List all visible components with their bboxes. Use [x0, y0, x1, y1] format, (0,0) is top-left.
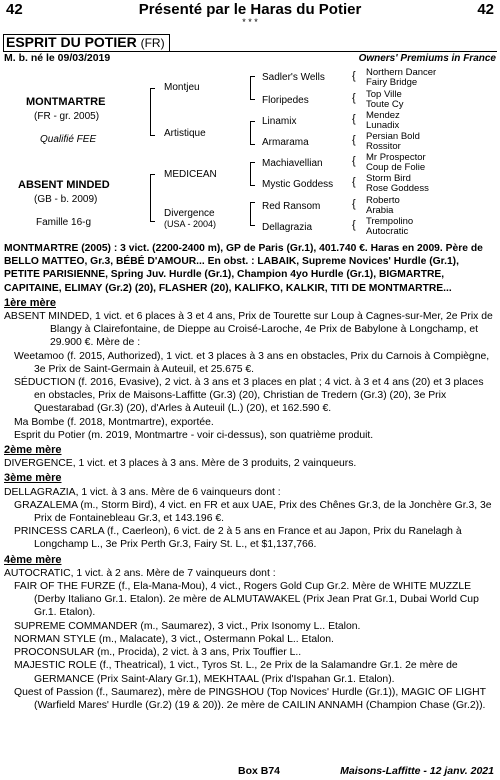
- section-first-dam: 1ère mère: [4, 296, 56, 309]
- produce-record: [4, 242, 496, 712]
- g4-name: Northern Dancer: [366, 67, 437, 78]
- owners-premium-note: Owners' Premiums in France: [358, 53, 496, 64]
- consignor-title: Présenté par le Haras du Potier: [138, 1, 362, 18]
- horse-country: (FR): [140, 36, 165, 50]
- produce-entry: FAIR OF THE FURZE (f., Ela-Mana-Mou), 4 vict., Rogers Gold Cup Gr.2. Mère de WHITE MUZZLE (Derby Italiano Gr.1. Etalon). 2e mère de ALMUTAWAKEL (Prix Jean Prat Gr.1, Dubai World Cup Gr.1. Etalon).: [14, 581, 479, 619]
- g4-name: Mr Prospector: [366, 152, 426, 163]
- g2-dam-dam-info: (USA - 2004): [164, 219, 217, 229]
- g3-name: Linamix: [262, 116, 297, 127]
- g3-name: Armarama: [262, 137, 309, 148]
- produce-entry: PRINCESS CARLA (f., Caerleon), 6 vict. de 2 à 5 ans en France et au Japon, Prix du Ranelagh à Longchamp L., 3e Prix Perth Gr.3, Fairy St. L., et $1,137,766.: [14, 526, 462, 551]
- g3-name: Floripedes: [262, 95, 309, 106]
- produce-entry: Ma Bombe (f. 2018, Montmartre), exportée.: [14, 416, 214, 428]
- produce-entry: Quest of Passion (f., Saumarez), mère de PINGSHOU (Top Novices' Hurdle (Gr.1)), MAGIC OF LIGHT (Warfield Mares' Hurdle (Gr.2) (19 & 20)). 2e mère de CAILIN ANNAMH (Champion Chase (Gr.2)).: [14, 686, 486, 711]
- bracket: {: [352, 70, 356, 82]
- box-number: Box B74: [238, 765, 281, 777]
- third-dam-entry: DELLAGRAZIA, 1 vict. à 3 ans. Mère de 6 vainqueurs dont :: [4, 486, 281, 498]
- section-fourth-dam: 4ème mère: [4, 553, 62, 566]
- g4-name: Toute Cy: [366, 99, 404, 110]
- section-third-dam: 3ème mère: [4, 472, 62, 485]
- produce-entry: NORMAN STYLE (m., Malacate), 3 vict., Ostermann Pokal L.. Etalon.: [14, 633, 334, 645]
- bracket: {: [352, 155, 356, 167]
- header-stars: * * *: [242, 17, 258, 27]
- g4-name: Roberto: [366, 195, 400, 206]
- bracket: {: [352, 113, 356, 125]
- produce-entry: SÉDUCTION (f. 2016, Evasive), 2 vict. à 3 ans et 3 places en plat ; 4 vict. à 3 et 4 ans (20) et 3 places en obstacles, Prix de Maisons-Laffitte (Gr.3) (20), Christian de Tredern (Gr.3) (20), 3e Prix Questarabad (Gr.3) (20), d'Arles à Auteuil (L.) (20), et 162.590 €.: [14, 377, 484, 415]
- g2-dam-dam: Divergence: [164, 208, 215, 219]
- sire-name: MONTMARTRE: [26, 96, 106, 108]
- bracket: {: [352, 198, 356, 210]
- bracket: {: [352, 219, 356, 231]
- g3-name: Machiavellian: [262, 158, 323, 169]
- sale-place-date: Maisons-Laffitte - 12 janv. 2021: [340, 765, 494, 777]
- g2-dam-sire: MEDICEAN: [164, 169, 217, 180]
- g4-name: Arabia: [366, 205, 394, 216]
- produce-entry: GRAZALEMA (m., Storm Bird), 4 vict. en FR et aux UAE, Prix des Chênes Gr.3, de la Jonchère Gr.3, 3e Prix de Fontainebleau Gr.3, et 143.196 €.: [14, 499, 492, 525]
- g4-name: Persian Bold: [366, 131, 420, 142]
- g4-name: Mendez: [366, 110, 400, 121]
- g4-name: Fairy Bridge: [366, 77, 418, 88]
- g2-sire-sire: Montjeu: [164, 82, 200, 93]
- sire-paragraph: MONTMARTRE (2005) : 3 vict. (2200-2400 m), GP de Paris (Gr.1), 401.740 €. Haras en 2009. Père de BELLO MATTEO, Gr.3, BÉBÉ D'AMOUR... En obst. : LABAIK, Supreme Novices' Hurdle (Gr.1), PETITE PARISIENNE, Spring Juv. Hurdle (Gr.1), Champion 4yo Hurdle (Gr.1), BIGMARTRE, CAPITAINE, ELIMAY (Gr.2) (20), FLASHER (20), KALIFKO, KALKIR, TITI DE MONTMARTRE...: [4, 243, 483, 294]
- horse-name: ESPRIT DU POTIER: [6, 34, 137, 50]
- g4-name: Lunadix: [366, 120, 400, 131]
- produce-entry: Esprit du Potier (m. 2019, Montmartre - voir ci-dessus), son quatrième produit.: [14, 429, 374, 441]
- g4-name: Rossitor: [366, 141, 401, 152]
- g3-name: Red Ransom: [262, 201, 321, 212]
- bracket: [250, 162, 255, 186]
- bracket: [250, 121, 255, 145]
- g4-name: Top Ville: [366, 89, 402, 100]
- bracket: [250, 76, 255, 100]
- bracket: [150, 88, 155, 136]
- g3-name: Sadler's Wells: [262, 72, 325, 83]
- dam-info: (GB - b. 2009): [34, 194, 98, 205]
- section-second-dam: 2ème mère: [4, 444, 62, 457]
- g4-name: Rose Goddess: [366, 183, 429, 194]
- sire-info: (FR - gr. 2005): [34, 111, 100, 122]
- produce-entry: MAJESTIC ROLE (f., Theatrical), 1 vict., Tyros St. L., 2e Prix de la Salamandre Gr.1. 2e mère de GERMANCE (Prix Saint-Alary Gr.1), MEKHTAAL (Prix d'Ispahan Gr.1. Etalon).: [14, 660, 458, 685]
- dam-family: Famille 16-g: [36, 217, 92, 228]
- produce-entry: SUPREME COMMANDER (m., Saumarez), 3 vict., Prix Isonomy L.. Etalon.: [14, 620, 361, 632]
- page-footer: [0, 765, 500, 779]
- g4-name: Storm Bird: [366, 173, 411, 184]
- bracket: [250, 202, 255, 226]
- sire-note: Qualifié FEE: [40, 134, 97, 145]
- first-dam-entry: ABSENT MINDED, 1 vict. et 6 places à 3 et 4 ans, Prix de Tourette sur Loup à Cagnes-sur-Mer, 2e Prix de Blangy à Clairefontaine, de Dieppe au Croisé-Laroche, 4e Prix de Babylone à Longchamp, et 29.900 €. Mère de :: [4, 311, 493, 349]
- bracket: {: [352, 92, 356, 104]
- horse-name-line: [6, 34, 165, 50]
- fourth-dam-entry: AUTOCRATIC, 1 vict. à 2 ans. Mère de 7 vainqueurs dont :: [4, 567, 276, 579]
- produce-entry: PROCONSULAR (m., Procida), 2 vict. à 3 ans, Prix Touffier L..: [14, 647, 302, 659]
- g4-name: Autocratic: [366, 226, 409, 237]
- g4-name: Coup de Folie: [366, 162, 426, 173]
- g3-name: Dellagrazia: [262, 222, 313, 233]
- g2-sire-dam: Artistique: [164, 128, 206, 139]
- lot-number-left: 42: [6, 1, 23, 18]
- dam-name: ABSENT MINDED: [18, 179, 110, 191]
- bracket: {: [352, 176, 356, 188]
- produce-entry: Weetamoo (f. 2015, Authorized), 1 vict. et 3 places à 3 ans en obstacles, Prix du Carnois à Compiègne, 3e Prix de Saint-Germain à Auteuil, et 25.675 €.: [14, 350, 490, 375]
- g4-name: Trempolino: [366, 216, 414, 227]
- birth-info: M. b. né le 09/03/2019: [4, 52, 111, 64]
- second-dam-entry: DIVERGENCE, 1 vict. et 3 places à 3 ans. Mère de 3 produits, 2 vainqueurs.: [4, 458, 357, 470]
- bracket: {: [352, 134, 356, 146]
- lot-number-right: 42: [477, 1, 494, 18]
- g3-name: Mystic Goddess: [262, 179, 334, 190]
- pedigree-table: [0, 66, 500, 246]
- bracket: [150, 174, 155, 222]
